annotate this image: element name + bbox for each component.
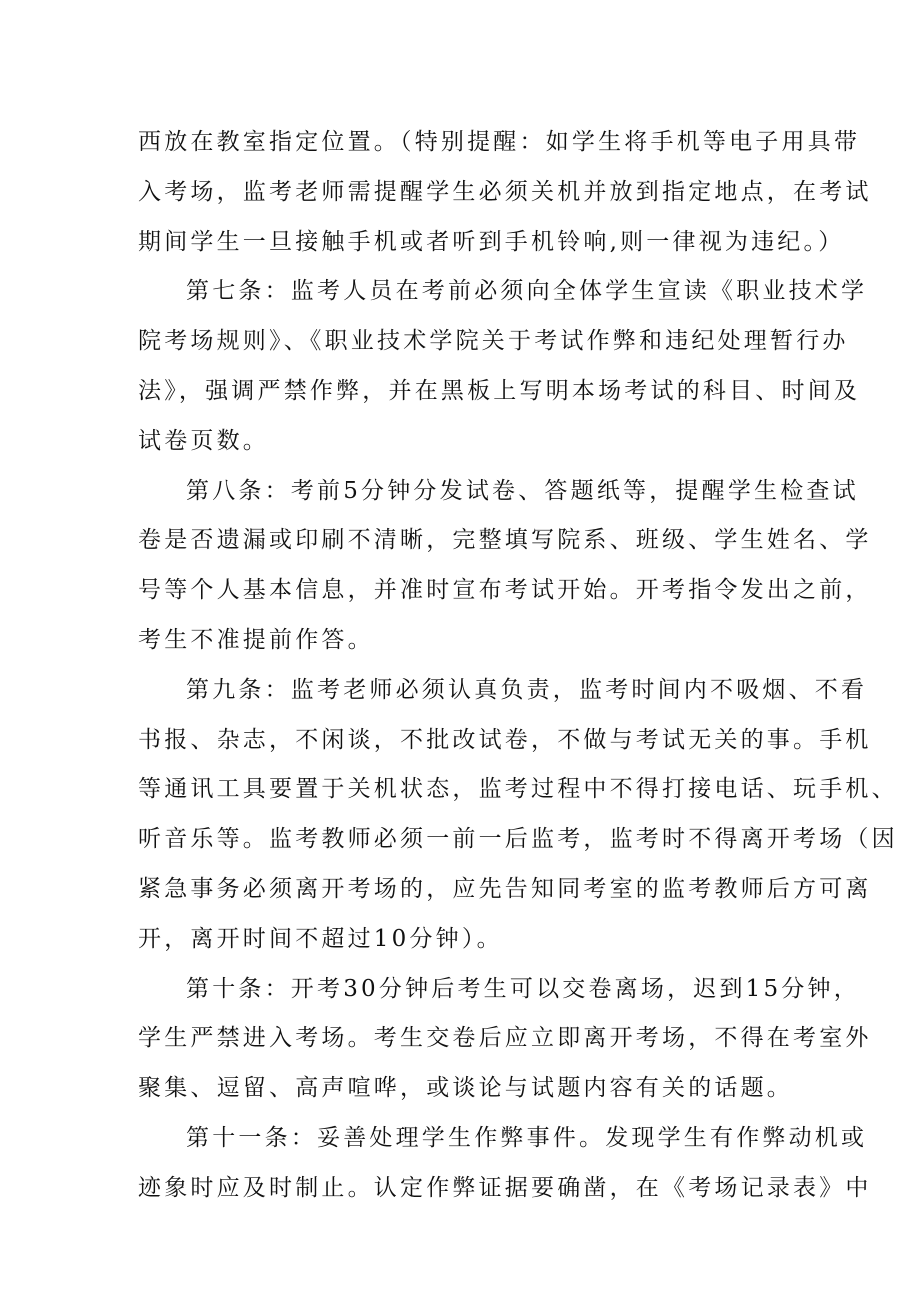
text-line: 号等个人基本信息，并准时宣布考试开始。开考指令发出之前，	[138, 577, 872, 604]
text-line: 迹象时应及时制止。认定作弊证据要确凿，在《考场记录表》中	[138, 1174, 872, 1201]
text-line: 紧急事务必须离开考场的，应先告知同考室的监考教师后方可离	[138, 875, 872, 902]
text-line: 第十一条：妥善处理学生作弊事件。发现学生有作弊动机或	[186, 1124, 868, 1151]
paragraph-continuation	[138, 118, 872, 267]
text-line: 学生严禁进入考场。考生交卷后应立即离开考场，不得在考室外	[138, 1025, 872, 1052]
text-line: 卷是否遗漏或印刷不清晰，完整填写院系、班级、学生姓名、学	[138, 527, 872, 554]
text-line: 开，离开时间不超过10分钟）。	[138, 925, 503, 952]
text-line: 第八条：考前5分钟分发试卷、答题纸等，提醒学生检查试	[186, 477, 859, 504]
document-body	[138, 118, 898, 1214]
paragraph-article-11	[138, 1114, 872, 1214]
text-line: 院考场规则》、《职业技术学院关于考试作弊和违纪处理暂行办	[138, 328, 849, 355]
paragraph-article-8	[138, 467, 872, 666]
text-line: 西放在教室指定位置。（特别提醒：如学生将手机等电子用具带	[138, 129, 861, 155]
text-line: 试卷页数。	[138, 427, 269, 454]
paragraph-article-10	[138, 965, 872, 1114]
text-line: 书报、杂志，不闲谈，不批改试卷，不做与考试无关的事。手机	[138, 726, 872, 753]
text-line: 听音乐等。监考教师必须一前一后监考，监考时不得离开考场（因	[138, 826, 898, 853]
text-line: 法》，强调严禁作弊，并在黑板上写明本场考试的科目、时间及	[138, 377, 861, 404]
text-line: 聚集、逗留、高声喧哗，或谈论与试题内容有关的话题。	[138, 1075, 793, 1102]
text-line: 第十条：开考30分钟后考生可以交卷离场，迟到15分钟，	[186, 975, 860, 1002]
text-line: 期间学生一旦接触手机或者听到手机铃响,则一律视为违纪。）	[138, 228, 845, 255]
paragraph-article-9	[138, 666, 898, 965]
paragraph-article-7	[138, 267, 868, 466]
text-line: 第九条：监考老师必须认真负责，监考时间内不吸烟、不看	[186, 676, 868, 703]
text-line: 等通讯工具要置于关机状态，监考过程中不得打接电话、玩手机、	[138, 776, 898, 803]
text-line: 入考场，监考老师需提醒学生必须关机并放到指定地点，在考试	[138, 178, 872, 205]
text-line: 考生不准提前作答。	[138, 626, 374, 653]
text-line: 第七条：监考人员在考前必须向全体学生宣读《职业技术学	[186, 278, 868, 305]
